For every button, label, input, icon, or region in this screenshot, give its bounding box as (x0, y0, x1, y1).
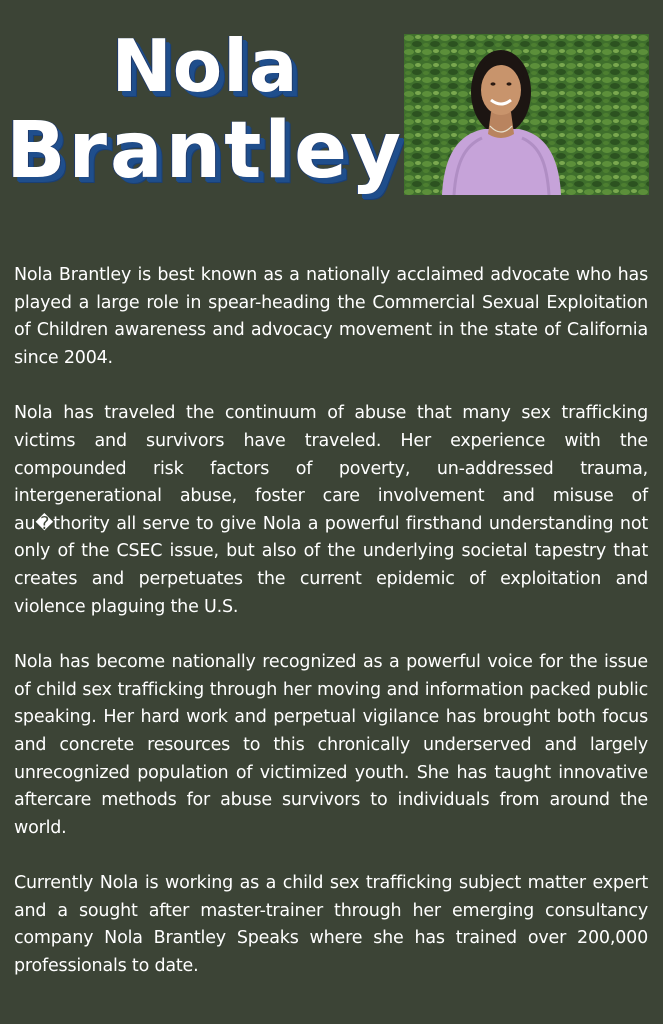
bio-paragraph-1: Nola Brantley is best known as a nationally acclaimed advocate who has played a large role in spear-heading the Commercial Sexual Exploitation of Children awareness and advocacy movement in the state of California since 2004. (14, 265, 648, 368)
bio-section (14, 262, 648, 1009)
bio-paragraph-3: Nola has become nationally recognized as a powerful voice for the issue of child sex trafficking through her moving and information packed public speaking. Her hard work and perpetual vigilance has brought both focus and concrete resources to this chronically underserved and largely unrecognized population of victimized youth. She has taught innovative aftercare methods for abuse survivors to individuals from around the world. (14, 652, 648, 838)
bio-paragraph-2: Nola has traveled the continuum of abuse that many sex trafficking victims and survivors have traveled. Her experience with the compounded risk factors of poverty, un-addressed trauma, intergenerational abuse, foster care involvement and misuse of au�thority all serve to give Nola a powerful firsthand understanding not only of the CSEC issue, but also of the underlying societal tapestry that creates and perpetuates the current epidemic of exploitation and violence plaguing the U.S. (14, 403, 648, 617)
title-first-name: Nola (111, 24, 299, 108)
bio-paragraph-4: Currently Nola is working as a child sex trafficking subject matter expert and a sought after master-trainer through her emerging consultancy company Nola Brantley Speaks where she has trained over 200,000 professionals to date. (14, 873, 648, 977)
title-last-name: Brantley (6, 106, 404, 196)
portrait-photo (404, 34, 649, 195)
